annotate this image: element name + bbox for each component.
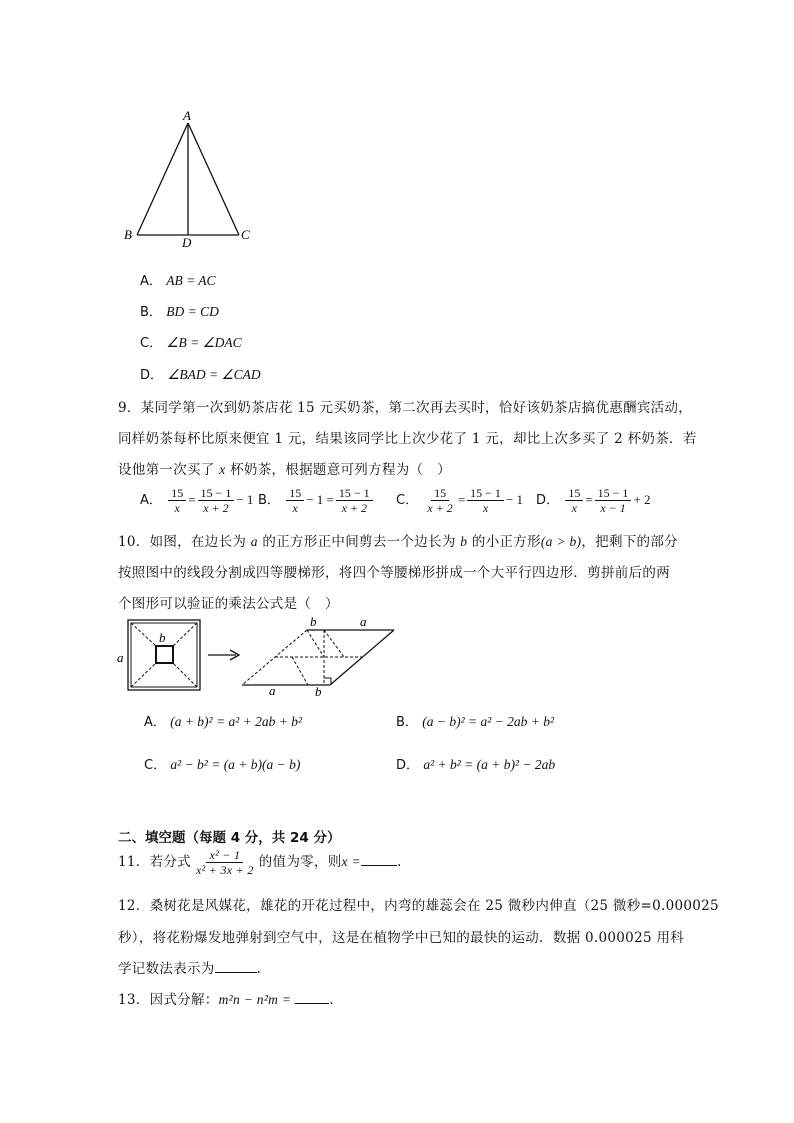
q10-line-1-c: 的小正方形 (467, 534, 541, 550)
fraction-right (198, 486, 235, 515)
option-letter: C． (140, 336, 163, 351)
denominator: x + 2 (427, 501, 453, 515)
inner-square (156, 646, 173, 663)
label-d: D (182, 235, 192, 250)
label-a: A (183, 108, 191, 123)
para-dash-4 (292, 657, 308, 685)
equation-tail: − 1 (236, 492, 254, 507)
dashed-diagonal-bl (131, 663, 156, 687)
option-text: BD = CD (166, 304, 219, 319)
q12-line-2: 秒），将花粉爆发地弹射到空气中，这是在植物学中已知的最快的运动．数据 0.000025 用科 (118, 930, 685, 946)
denominator: x (174, 501, 180, 515)
fraction-left (286, 486, 304, 515)
fraction-right (336, 486, 373, 515)
q9-option-c[interactable] (396, 486, 523, 515)
dashed-diagonal-tl (131, 623, 156, 646)
q10-line-1-a: 10．如图，在边长为 (118, 534, 251, 550)
q9-line-1: 9．某同学第一次到奶茶店花 15 元买奶茶，第二次再去买时，恰好该奶茶店搞优惠酬宾活动， (118, 400, 693, 416)
q12-line-1: 12．桑树花是风媒花，雄花的开花过程中，内弯的雄蕊会在 25 微秒内伸直（25 微秒=0.000025 (118, 898, 719, 914)
q11-fraction (193, 848, 257, 877)
option-letter: B． (258, 493, 280, 508)
numerator: 15 − 1 (198, 486, 235, 501)
denominator: x + 2 (341, 501, 367, 515)
numerator: 15 − 1 (336, 486, 373, 501)
option-text: a² − b² = (a + b)(a − b) (170, 757, 301, 772)
numerator: 15 (431, 486, 449, 501)
q10-option-a[interactable] (144, 711, 302, 730)
option-letter: B． (140, 305, 162, 320)
label-a-left: a (117, 650, 124, 665)
label-b: B (124, 227, 132, 242)
denominator: x (571, 501, 577, 515)
q13-expression: m²n − n²m = (218, 992, 292, 1007)
q9-var-x: x (219, 462, 226, 477)
q11-post: 的值为零，则 (258, 854, 342, 870)
label-c: C (241, 227, 250, 242)
q10-line-1-b: 的正方形正中间剪去一个边长为 (257, 534, 461, 550)
q10-line-1-d: ，把剩下的部分 (581, 534, 678, 550)
equation-mid: = (457, 492, 466, 507)
q8-option-b[interactable] (140, 301, 219, 320)
q12-answer-blank[interactable] (215, 972, 257, 973)
q9-line-2: 同样奶茶每杯比原来便宜 1 元，结果该同学比上次少花了 1 元，却比上次多买了 2 杯奶茶．若 (118, 431, 697, 447)
option-text: (a + b)² = a² + 2ab + b² (170, 714, 303, 729)
label-b-top: b (310, 614, 317, 629)
equation-tail: + 2 (633, 492, 651, 507)
numerator: 15 (168, 486, 186, 501)
section-heading: 二、填空题（每题 4 分，共 24 分） (118, 830, 341, 846)
denominator: x (292, 501, 298, 515)
q8-option-a[interactable] (140, 270, 216, 289)
equation-mid: = (585, 492, 593, 507)
q11 (118, 848, 402, 877)
isosceles-triangle-figure (115, 105, 265, 255)
option-letter: C． (396, 493, 419, 508)
fraction-left (565, 486, 583, 515)
equation-tail: − 1 (505, 492, 524, 507)
q9-option-d[interactable] (536, 486, 651, 515)
option-letter: A． (144, 715, 166, 730)
fraction-right (467, 486, 504, 515)
option-letter: B． (396, 715, 418, 730)
q10-line-1 (118, 530, 678, 550)
q10-option-b[interactable] (396, 711, 554, 730)
option-text: ∠B = ∠DAC (166, 335, 242, 350)
q13-answer-blank[interactable] (295, 1003, 329, 1004)
q9-line-3-post: 杯奶茶，根据题意可列方程为（ ） (225, 462, 451, 478)
dashed-diagonal-br (173, 663, 197, 687)
fraction-left (168, 486, 186, 515)
option-letter: A． (140, 493, 162, 508)
q13 (118, 988, 334, 1008)
q10-var-a: a (250, 534, 258, 549)
label-a-bottom: a (269, 683, 276, 698)
q8-option-c[interactable] (140, 332, 242, 351)
denominator: x² + 3x + 2 (195, 863, 254, 877)
option-text: ∠BAD = ∠CAD (167, 367, 261, 382)
right-angle-mark (324, 678, 331, 685)
q11-pre: 11．若分式 (118, 854, 191, 870)
numerator: 15 (286, 486, 304, 501)
fraction-right (595, 486, 632, 515)
denominator: x + 2 (203, 501, 229, 515)
numerator: 15 (565, 486, 583, 501)
square-to-parallelogram-figure (112, 612, 402, 702)
q10-option-d[interactable] (396, 754, 555, 773)
para-dash-3 (324, 630, 344, 657)
numerator: x² − 1 (206, 848, 243, 863)
q11-answer-blank[interactable] (361, 865, 397, 866)
option-letter: A． (140, 274, 162, 289)
option-text: (a − b)² = a² − 2ab + b² (422, 714, 555, 729)
q9-option-a[interactable] (140, 486, 253, 515)
q10-condition: (a > b) (540, 534, 582, 549)
q12-line-3-text: 学记数法表示为 (118, 961, 215, 977)
option-letter: C． (144, 758, 167, 773)
option-letter: D． (536, 493, 560, 508)
q8-option-d[interactable] (140, 364, 261, 383)
q10-line-3: 个图形可以验证的乘法公式是（ ） (118, 596, 339, 612)
denominator: x − 1 (600, 501, 626, 515)
numerator: 15 − 1 (595, 486, 632, 501)
q13-end: . (329, 992, 334, 1008)
q9-option-b[interactable] (258, 486, 375, 515)
q10-var-b: b (460, 534, 468, 549)
side-ab (137, 123, 188, 235)
numerator: 15 − 1 (467, 486, 504, 501)
q12-line-3 (118, 957, 261, 977)
q12-end: . (256, 961, 262, 977)
q9-line-3 (118, 458, 451, 478)
q11-var: x = (341, 854, 361, 869)
option-letter: D． (396, 758, 420, 773)
option-text: AB = AC (166, 273, 216, 288)
label-b-bottom: b (315, 684, 322, 699)
equation-mid: − 1 = (306, 492, 334, 507)
equation-mid: = (188, 492, 196, 507)
q11-end: . (396, 854, 402, 870)
fraction-left (424, 486, 455, 515)
dashed-diagonal-tr (173, 623, 197, 646)
para-dash-1 (307, 630, 324, 657)
q13-pre: 13．因式分解： (118, 992, 219, 1008)
denominator: x (482, 501, 489, 515)
label-b-inner: b (159, 630, 166, 645)
q10-option-c[interactable] (144, 754, 300, 773)
label-a-top: a (360, 614, 367, 629)
q10-line-2: 按照图中的线段分割成四等腰梯形，将四个等腰梯形拼成一个大平行四边形．剪拼前后的两 (118, 565, 670, 581)
option-letter: D． (140, 368, 164, 383)
q9-line-3-pre: 设他第一次买了 (118, 462, 220, 478)
option-text: a² + b² = (a + b)² − 2ab (423, 757, 556, 772)
side-ac (188, 123, 239, 235)
